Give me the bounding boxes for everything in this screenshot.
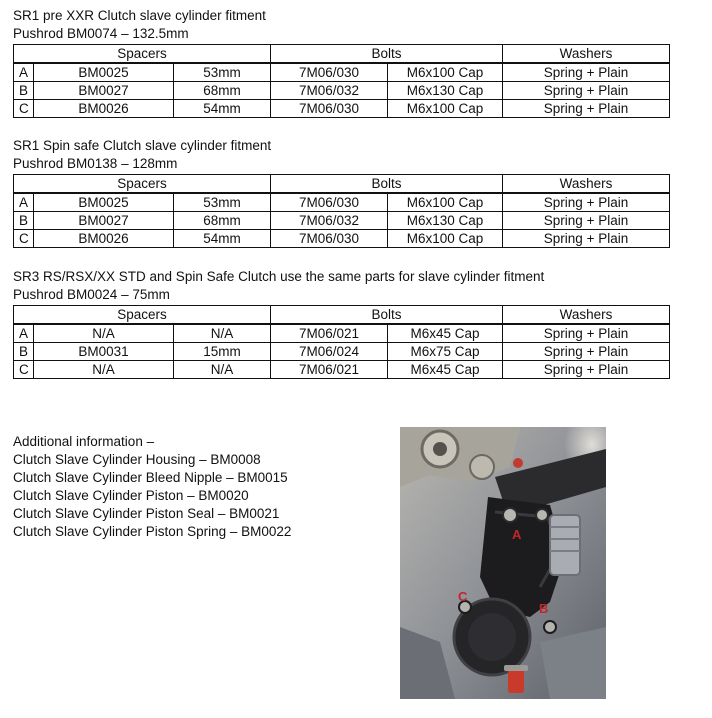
table-header-row [14, 306, 670, 325]
fitment-table [13, 174, 670, 248]
row-id: C [14, 230, 34, 248]
spacer-part: BM0031 [34, 343, 174, 361]
fitment-table [13, 305, 670, 379]
row-id: B [14, 82, 34, 100]
photo-label-a: A [512, 527, 522, 542]
spacer-part: BM0027 [34, 212, 174, 230]
bolt-size: M6x75 Cap [388, 343, 503, 361]
header-bolts: Bolts [271, 306, 503, 325]
bolt-part: 7M06/024 [271, 343, 388, 361]
part-list-item: Clutch Slave Cylinder Piston Spring – BM0022 [13, 524, 292, 539]
fitment-section-sr3 [13, 268, 670, 379]
section-title: SR3 RS/RSX/XX STD and Spin Safe Clutch use the same parts for slave cylinder fitment [13, 269, 545, 284]
bolt-size: M6x130 Cap [388, 212, 503, 230]
spacer-size: N/A [174, 324, 271, 343]
washers: Spring + Plain [503, 212, 670, 230]
bolt-size: M6x45 Cap [388, 361, 503, 379]
spacer-part: BM0027 [34, 82, 174, 100]
part-list-item: Clutch Slave Cylinder Bleed Nipple – BM0015 [13, 470, 288, 485]
section-title: SR1 Spin safe Clutch slave cylinder fitment [13, 138, 272, 153]
bolt-part: 7M06/032 [271, 212, 388, 230]
washers: Spring + Plain [503, 63, 670, 82]
washers: Spring + Plain [503, 82, 670, 100]
part-list-item: Clutch Slave Cylinder Housing – BM0008 [13, 452, 261, 467]
bolt-size: M6x100 Cap [388, 63, 503, 82]
bolt-size: M6x45 Cap [388, 324, 503, 343]
fitment-table [13, 44, 670, 118]
header-washers: Washers [503, 45, 670, 64]
table-row [14, 63, 670, 82]
bolt-part: 7M06/030 [271, 230, 388, 248]
table-row [14, 100, 670, 118]
row-id: B [14, 343, 34, 361]
washers: Spring + Plain [503, 100, 670, 118]
washers: Spring + Plain [503, 324, 670, 343]
table-row [14, 212, 670, 230]
header-spacers: Spacers [14, 45, 271, 64]
row-id: A [14, 324, 34, 343]
washers: Spring + Plain [503, 343, 670, 361]
bolt-part: 7M06/021 [271, 361, 388, 379]
section-title: SR1 pre XXR Clutch slave cylinder fitment [13, 8, 266, 23]
bolt-part: 7M06/021 [271, 324, 388, 343]
bolt-part: 7M06/030 [271, 63, 388, 82]
photo-label-c: C [458, 589, 468, 604]
header-spacers: Spacers [14, 306, 271, 325]
spacer-size: 54mm [174, 100, 271, 118]
row-id: A [14, 63, 34, 82]
header-spacers: Spacers [14, 175, 271, 194]
header-bolts: Bolts [271, 45, 503, 64]
row-id: C [14, 361, 34, 379]
table-header-row [14, 45, 670, 64]
spacer-size: 53mm [174, 193, 271, 212]
table-row [14, 193, 670, 212]
spacer-size: 15mm [174, 343, 271, 361]
slave-cylinder-photo [400, 427, 606, 699]
row-id: A [14, 193, 34, 212]
bolt-size: M6x100 Cap [388, 230, 503, 248]
spacer-part: BM0026 [34, 230, 174, 248]
spacer-size: 68mm [174, 82, 271, 100]
fitment-section-sr1-spin-safe [13, 137, 670, 248]
bolt-size: M6x130 Cap [388, 82, 503, 100]
washers: Spring + Plain [503, 361, 670, 379]
part-list-item: Clutch Slave Cylinder Piston Seal – BM0021 [13, 506, 280, 521]
bolt-part: 7M06/032 [271, 82, 388, 100]
row-id: C [14, 100, 34, 118]
table-row [14, 230, 670, 248]
table-row [14, 82, 670, 100]
bolt-size: M6x100 Cap [388, 100, 503, 118]
additional-info-heading: Additional information – [13, 434, 155, 449]
bolt-part: 7M06/030 [271, 193, 388, 212]
pushrod-line: Pushrod BM0074 – 132.5mm [13, 26, 189, 41]
row-id: B [14, 212, 34, 230]
additional-information [13, 433, 291, 541]
header-washers: Washers [503, 175, 670, 194]
table-row [14, 361, 670, 379]
table-row [14, 343, 670, 361]
table-row [14, 324, 670, 343]
spacer-part: N/A [34, 361, 174, 379]
photo-label-b: B [539, 601, 549, 616]
header-bolts: Bolts [271, 175, 503, 194]
spacer-size: 53mm [174, 63, 271, 82]
table-header-row [14, 175, 670, 194]
spacer-part: N/A [34, 324, 174, 343]
spacer-size: 68mm [174, 212, 271, 230]
bolt-part: 7M06/030 [271, 100, 388, 118]
fitment-section-sr1-pre-xxr [13, 7, 670, 118]
spacer-part: BM0026 [34, 100, 174, 118]
spacer-size: 54mm [174, 230, 271, 248]
spacer-part: BM0025 [34, 63, 174, 82]
engine-illustration [400, 427, 606, 699]
pushrod-line: Pushrod BM0138 – 128mm [13, 156, 178, 171]
spacer-size: N/A [174, 361, 271, 379]
washers: Spring + Plain [503, 230, 670, 248]
part-list-item: Clutch Slave Cylinder Piston – BM0020 [13, 488, 249, 503]
washers: Spring + Plain [503, 193, 670, 212]
bolt-size: M6x100 Cap [388, 193, 503, 212]
spacer-part: BM0025 [34, 193, 174, 212]
pushrod-line: Pushrod BM0024 – 75mm [13, 287, 170, 302]
header-washers: Washers [503, 306, 670, 325]
